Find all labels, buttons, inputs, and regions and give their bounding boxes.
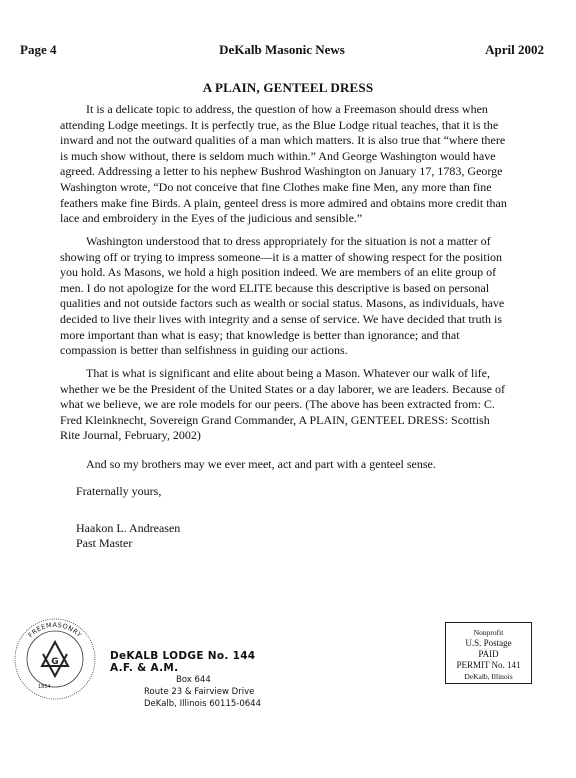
paragraph-2: Washington understood that to dress appropriately for the situation is not a matter of showing off or trying to impress someone—it is a matter of showing respect for the position you hold. As Masons, we hold a high position indeed. We are members of an elite group of men. I do not apologize for the word ELITE because this descriptive is based on personal qualities and not outside factors such as wealth or social status. Masons, as individuals, have decided to live their lives with integrity and a sense of service. We have decided that truth is more important than what is easy; that knowledge is better than ignorance; and that compassion is better than selfishness in guiding our actions. (60, 234, 505, 358)
page-header (20, 42, 544, 58)
lodge-box: Box 644 (176, 675, 211, 685)
issue-date: April 2002 (485, 42, 544, 57)
lodge-street: Route 23 & Fairview Drive (144, 687, 255, 697)
svg-text:FREEMASONRY (27, 621, 84, 639)
signature-title: Past Master (76, 536, 133, 550)
paragraph-4: And so my brothers may we ever meet, act and part with a genteel sense. (86, 457, 436, 471)
article-title: A PLAIN, GENTEEL DRESS (202, 80, 374, 95)
lodge-seal-icon (10, 614, 100, 704)
lodge-city: DeKalb, Illinois 60115-0644 (144, 699, 261, 709)
signature-name: Haakon L. Andreasen (76, 521, 181, 535)
postage-line-5: DeKalb, Illinois (464, 672, 513, 681)
seal-year: 1854 (38, 684, 51, 690)
postage-line-2: U.S. Postage (465, 638, 512, 648)
postage-line-4: PERMIT No. 141 (456, 660, 521, 670)
postage-line-3: PAID (478, 649, 499, 659)
paragraph-1: It is a delicate topic to address, the question of how a Freemason should dress when attending Lodge meetings. It is perfectly true, as the Blue Lodge ritual teaches, that it is the inward and not the outward qualities of a man which matters. It is also true that “where there is much show without, there is seldom much within.” And George Washington would have agreed. Addressing a letter to his nephew Bushrod Washington on January 17, 1783, George Washington wrote, “Do not conceive that fine Clothes make fine Men, any more than fine feathers make fine Birds. A plain, genteel dress is more admired and obtains more credit than lace and embroidery in the Eyes of the judicious and sensible.” (60, 102, 507, 226)
lodge-footer (10, 614, 280, 724)
svg-text:G: G (51, 657, 59, 667)
seal-arc-text: FREEMASONRY (26, 620, 84, 640)
lodge-name: DeKALB LODGE No. 144 A.F. & A.M. (110, 650, 256, 674)
paragraph-3: That is what is significant and elite about being a Mason. Whatever our walk of life, whether we be the President of the United States or a day laborer, we are leaders. Because of what we believe, we are role models for our peers. (The above has been extracted from: C. Fred Kleinknecht, Sovereign Grand Commander, A PLAIN, GENTEEL DRESS: Scottish Rite Journal, February, 2002) (60, 366, 506, 443)
lodge-address (110, 650, 280, 710)
postage-indicia (445, 622, 532, 684)
postage-line-1: Nonprofit (473, 628, 504, 637)
closing: Fraternally yours, (76, 484, 162, 498)
publication-name: DeKalb Masonic News (219, 42, 345, 57)
page-number: Page 4 (20, 42, 57, 57)
